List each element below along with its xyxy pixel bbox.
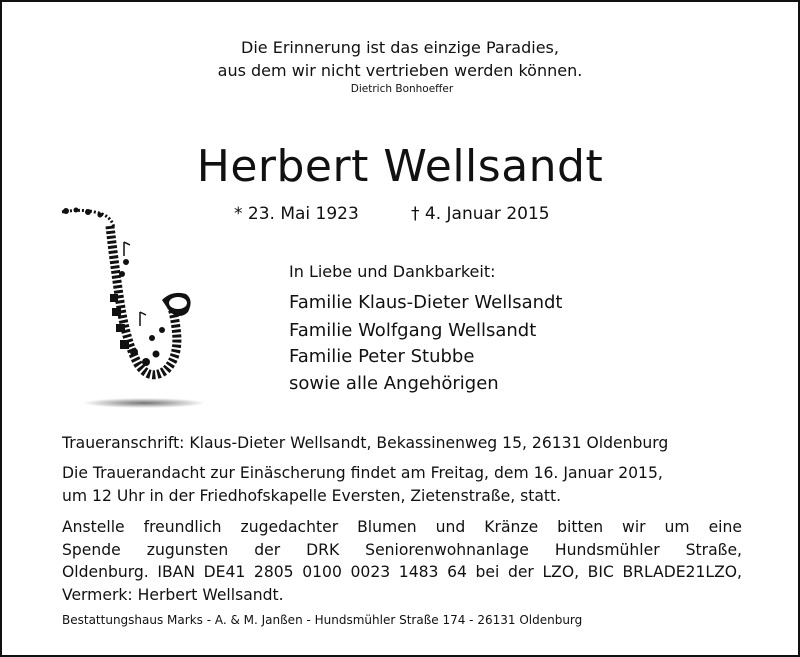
- service-line-1: Die Trauerandacht zur Einäscherung findet am Freitag, dem 16. Januar 2015,: [62, 464, 663, 482]
- service-info: [62, 462, 742, 507]
- donation-line-3: Oldenburg. IBAN DE41 2805 0100 0023 1483 64 bei der LZO, BIC BRLADE21LZO,: [62, 563, 742, 581]
- quote-author: Dietrich Bonhoeffer: [350, 83, 454, 95]
- saxophone-icon: [54, 202, 204, 414]
- donation-line-2: Spende zugunsten der DRK Seniorenwohnanlage Hundsmühler Straße,: [62, 540, 742, 559]
- mourner-family: Familie Klaus-Dieter Wellsandt: [289, 292, 563, 313]
- deceased-name: Herbert Wellsandt: [196, 141, 604, 192]
- birth-date: * 23. Mai 1923: [234, 204, 359, 224]
- mourner-family: Familie Peter Stubbe: [289, 346, 475, 367]
- mourner-family: Familie Wolfgang Wellsandt: [289, 320, 537, 341]
- donation-line-1: Anstelle freundlich zugedachter Blumen und Kränze bitten wir um eine: [62, 518, 742, 536]
- mourning-address: Traueranschrift: Klaus-Dieter Wellsandt, Bekassinenweg 15, 26131 Oldenburg: [62, 434, 669, 452]
- mourners-intro: In Liebe und Dankbarkeit:: [289, 262, 496, 281]
- undertaker-footer: Bestattungshaus Marks - A. & M. Janßen - Hundsmühler Straße 174 - 26131 Oldenburg: [62, 613, 583, 627]
- death-date: † 4. Januar 2015: [411, 204, 550, 224]
- quote-line-1: Die Erinnerung ist das einzige Paradies,: [241, 38, 559, 57]
- donation-line-4: Vermerk: Herbert Wellsandt.: [62, 585, 284, 604]
- quote-line-2: aus dem wir nicht vertrieben werden können.: [217, 61, 583, 80]
- donation-request: [62, 516, 742, 606]
- service-line-2: um 12 Uhr in der Friedhofskapelle Eversten, Zietenstraße, statt.: [62, 486, 562, 505]
- mourner-family: sowie alle Angehörigen: [289, 373, 499, 394]
